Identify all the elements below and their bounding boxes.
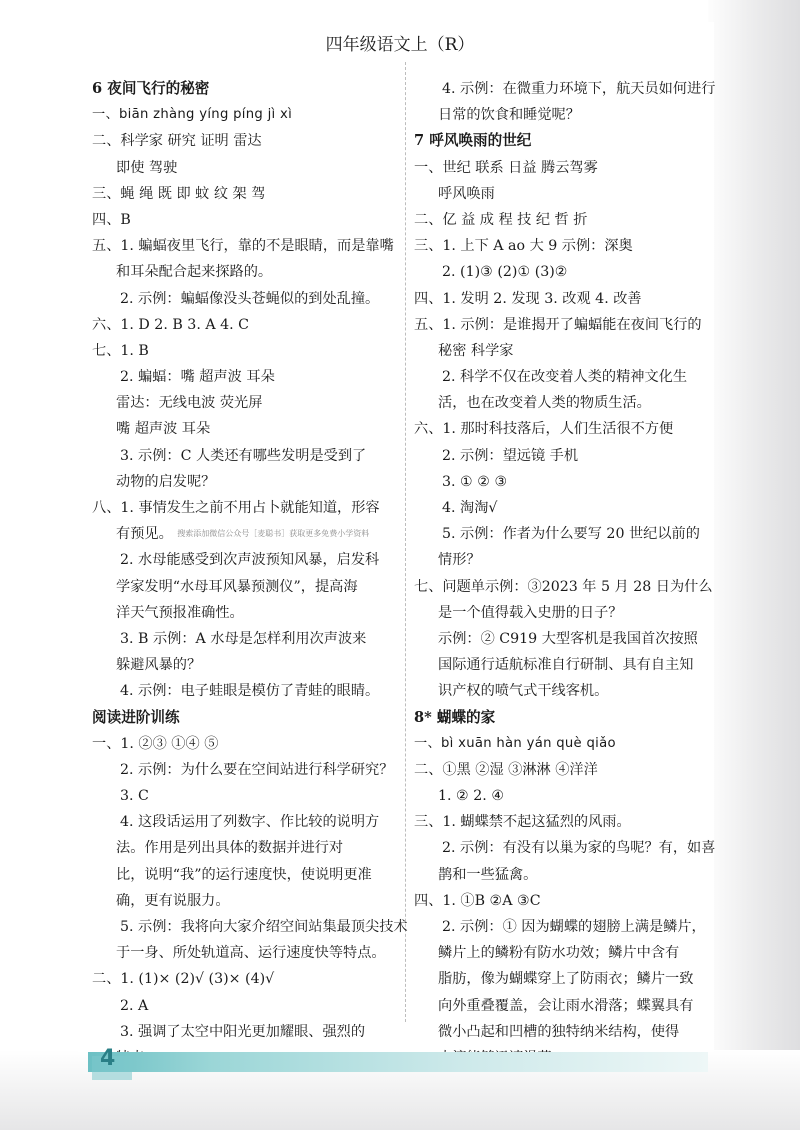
left-column-line bbox=[92, 338, 398, 364]
answer-text: 三、蝇 绳 既 即 蚊 纹 架 驾 bbox=[92, 185, 266, 202]
left-column-line bbox=[92, 233, 398, 259]
right-column-line bbox=[414, 600, 714, 626]
answer-text: 一、biān zhàng yíng píng jì xì bbox=[92, 107, 293, 123]
answer-text: 2. 水母能感受到次声波预知风暴，启发科 bbox=[120, 552, 380, 569]
left-column-line bbox=[92, 835, 398, 861]
answer-text: 5. 示例：我将向大家介绍空间站集最顶尖技术 bbox=[120, 919, 408, 935]
answer-text: 确，更有说服力。 bbox=[116, 892, 230, 909]
answer-text: 3. C bbox=[120, 788, 149, 805]
right-column-line bbox=[414, 1019, 714, 1045]
answer-text: 秘密 科学家 bbox=[438, 342, 514, 359]
answer-text: 2. 示例：为什么要在空间站进行科学研究？ bbox=[120, 761, 394, 778]
right-column-line bbox=[414, 809, 714, 835]
right-column-line bbox=[414, 783, 714, 809]
left-column-line bbox=[92, 390, 398, 416]
left-column-line bbox=[92, 993, 398, 1019]
right-column-line bbox=[414, 626, 714, 652]
left-column-line bbox=[92, 155, 398, 181]
answer-text: 2. 示例：望远镜 手机 bbox=[442, 447, 579, 464]
right-column-line bbox=[414, 914, 714, 940]
answer-text: 学家发明“水母耳风暴预测仪”，提高海 bbox=[116, 578, 358, 595]
answer-text: 二、科学家 研究 证明 雷达 bbox=[92, 133, 262, 150]
answer-text: 五、1. 示例：是谁揭开了蝙蝠能在夜间飞行的 bbox=[414, 316, 702, 333]
left-column-line bbox=[92, 783, 398, 809]
answer-text: 有预见。 bbox=[116, 526, 173, 543]
answer-text: 七、1. B bbox=[92, 342, 149, 359]
answer-text: 微小凸起和凹槽的独特纳米结构，使得 bbox=[438, 1023, 680, 1040]
answer-text: 四、B bbox=[92, 211, 131, 228]
answer-text: 六、1. D 2. B 3. A 4. C bbox=[92, 316, 249, 333]
left-column-line bbox=[92, 469, 398, 495]
answer-text: 鹊和一些猛禽。 bbox=[438, 866, 538, 883]
answer-text: 脂肪，像为蝴蝶穿上了防雨衣；鳞片一致 bbox=[438, 971, 694, 988]
answer-text: 八、1. 事情发生之前不用占卜就能知道，形容 bbox=[92, 500, 380, 516]
answer-text: 3. 强调了太空中阳光更加耀眼、强烈的 bbox=[120, 1023, 366, 1040]
page-header-title: 四年级语文上（R） bbox=[325, 35, 475, 55]
left-column-line bbox=[92, 521, 398, 547]
answer-text: 2. 蝙蝠：嘴 超声波 耳朵 bbox=[120, 369, 275, 386]
answer-text: 3. B 示例：A 水母是怎样利用次声波来 bbox=[120, 630, 367, 647]
right-column-line bbox=[414, 888, 714, 914]
left-column-line bbox=[92, 102, 398, 128]
left-column-line bbox=[92, 286, 398, 312]
left-column-line bbox=[92, 757, 398, 783]
answer-text: 2. A bbox=[120, 997, 149, 1014]
answer-text: 六、1. 那时科技落后，人们生活很不方便 bbox=[414, 421, 674, 438]
answer-text: 一、世纪 联系 日益 腾云驾雾 bbox=[414, 159, 598, 176]
answer-text: 雷达：无线电波 荧光屏 bbox=[116, 395, 263, 412]
answer-text: 活，也在改变着人类的物质生活。 bbox=[438, 395, 651, 412]
left-column-line bbox=[92, 626, 398, 652]
right-column-line bbox=[414, 835, 714, 861]
answer-text: 4. 淘淘√ bbox=[442, 500, 498, 516]
right-column-line bbox=[414, 705, 714, 731]
answer-text: 躲避风暴的？ bbox=[116, 657, 202, 674]
answer-text: 七、问题单示例：③2023 年 5 月 28 日为什么 bbox=[414, 578, 713, 595]
answer-text: 阅读进阶训练 bbox=[92, 708, 180, 726]
right-column-line bbox=[414, 286, 714, 312]
answer-text: 2. 示例：① 因为蝴蝶的翅膀上满是鳞片， bbox=[442, 919, 706, 935]
answer-text: 法。作用是列出具体的数据并进行对 bbox=[116, 840, 344, 857]
left-column-line bbox=[92, 940, 398, 966]
right-column-line bbox=[414, 993, 714, 1019]
right-column-line bbox=[414, 312, 714, 338]
answer-text: 向外重叠覆盖，会让雨水滑落；蝶翼具有 bbox=[438, 997, 694, 1014]
answer-text: 是一个值得载入史册的日子？ bbox=[438, 604, 623, 621]
left-column-line bbox=[92, 574, 398, 600]
right-column-line bbox=[414, 966, 714, 992]
answer-text: 于一身、所处轨道高、运行速度快等特点。 bbox=[116, 945, 386, 962]
answer-text: 二、1. (1)× (2)√ (3)× (4)√ bbox=[92, 971, 275, 988]
left-column-line bbox=[92, 678, 398, 704]
right-column-line bbox=[414, 547, 714, 573]
right-column-line bbox=[414, 940, 714, 966]
answer-text: 4. 示例：电子蛙眼是模仿了青蛙的眼睛。 bbox=[120, 683, 380, 700]
right-column-line bbox=[414, 338, 714, 364]
answer-text: 二、亿 益 成 程 技 纪 哲 折 bbox=[414, 211, 588, 228]
right-column-line bbox=[414, 155, 714, 181]
answer-text: 呼风唤雨 bbox=[438, 185, 495, 202]
right-column-line bbox=[414, 574, 714, 600]
answer-text: 一、1. ②③ ①④ ⑤ bbox=[92, 735, 219, 752]
answer-text: 动物的启发呢？ bbox=[116, 473, 216, 490]
right-column-line bbox=[414, 259, 714, 285]
right-column-line bbox=[414, 390, 714, 416]
right-column-line bbox=[414, 128, 714, 154]
watermark-text: 搜索添加微信公众号［麦聪书］获取更多免费小学资料 bbox=[177, 529, 370, 539]
left-column-line bbox=[92, 128, 398, 154]
left-column-line bbox=[92, 364, 398, 390]
right-column-line bbox=[414, 495, 714, 521]
right-column-line bbox=[414, 757, 714, 783]
left-column-line bbox=[92, 443, 398, 469]
answer-text: 2. (1)③ (2)① (3)② bbox=[442, 264, 568, 281]
answer-text: 3. ① ② ③ bbox=[442, 473, 508, 490]
right-column-line bbox=[414, 416, 714, 442]
right-column-line bbox=[414, 652, 714, 678]
footer-color-band bbox=[88, 1052, 708, 1072]
answer-text: 一、bì xuān hàn yán què qiǎo bbox=[414, 735, 616, 751]
answer-text: 即使 驾驶 bbox=[116, 159, 178, 176]
right-column-line bbox=[414, 233, 714, 259]
left-column-line bbox=[92, 862, 398, 888]
left-column-line bbox=[92, 966, 398, 992]
right-column-line bbox=[414, 364, 714, 390]
answer-text: 嘴 超声波 耳朵 bbox=[116, 421, 211, 438]
answer-text: 三、1. 蝴蝶禁不起这猛烈的风雨。 bbox=[414, 814, 631, 831]
answer-text: 4. 示例：在微重力环境下，航天员如何进行 bbox=[442, 81, 716, 97]
left-column bbox=[92, 76, 408, 1071]
answer-text: 和耳朵配合起来探路的。 bbox=[116, 264, 273, 281]
left-column-line bbox=[92, 731, 398, 757]
answer-text: 二、①黑 ②湿 ③淋淋 ④洋洋 bbox=[414, 761, 598, 778]
answer-text: 四、1. 发明 2. 发现 3. 改观 4. 改善 bbox=[414, 290, 642, 307]
left-column-line bbox=[92, 705, 398, 731]
answer-text: 2. 科学不仅在改变着人类的精神文化生 bbox=[442, 369, 688, 386]
right-column-line bbox=[414, 678, 714, 704]
answer-text: 示例：② C919 大型客机是我国首次按照 bbox=[438, 630, 698, 647]
right-column-line bbox=[414, 469, 714, 495]
right-column-line bbox=[414, 76, 714, 102]
column-divider bbox=[405, 62, 406, 1022]
answer-text: 四、1. ①B ②A ③C bbox=[414, 892, 541, 909]
answer-text: 2. 示例：有没有以巢为家的鸟呢？有，如喜 bbox=[442, 840, 716, 857]
answer-text: 7 呼风唤雨的世纪 bbox=[414, 132, 532, 150]
left-column-line bbox=[92, 914, 408, 940]
page-number: 4 bbox=[100, 1046, 116, 1071]
answer-text: 8* 蝴蝶的家 bbox=[414, 708, 496, 726]
left-column-line bbox=[92, 259, 398, 285]
answer-text: 6 夜间飞行的秘密 bbox=[92, 80, 210, 97]
right-column-line bbox=[414, 862, 714, 888]
left-column-line bbox=[92, 888, 398, 914]
left-column-line bbox=[92, 76, 398, 102]
answer-text: 三、1. 上下 A ao 大 9 示例：深奥 bbox=[414, 238, 633, 255]
right-column bbox=[414, 76, 714, 1071]
right-column-line bbox=[414, 207, 714, 233]
page-edge-shadow bbox=[708, 0, 800, 1130]
right-column-line bbox=[414, 181, 714, 207]
answer-text: 5. 示例：作者为什么要写 20 世纪以前的 bbox=[442, 526, 700, 543]
left-column-line bbox=[92, 547, 398, 573]
left-column-line bbox=[92, 181, 398, 207]
right-column-line bbox=[414, 443, 714, 469]
answer-text: 情形？ bbox=[438, 552, 481, 569]
answer-text: 国际通行适航标准自行研制、具有自主知 bbox=[438, 657, 694, 674]
left-column-line bbox=[92, 809, 398, 835]
answer-text: 日常的饮食和睡觉呢？ bbox=[438, 107, 580, 124]
left-column-line bbox=[92, 1019, 398, 1045]
answer-text: 4. 这段话运用了列数字、作比较的说明方 bbox=[120, 814, 380, 831]
answer-text: 1. ② 2. ④ bbox=[438, 788, 505, 805]
right-column-line bbox=[414, 521, 714, 547]
left-column-line bbox=[92, 207, 398, 233]
left-column-line bbox=[92, 312, 398, 338]
answer-text: 鳞片上的鳞粉有防水功效；鳞片中含有 bbox=[438, 945, 680, 962]
left-column-line bbox=[92, 652, 398, 678]
answer-text: 洋天气预报准确性。 bbox=[116, 604, 244, 621]
right-column-line bbox=[414, 731, 714, 757]
answer-text: 五、1. 蝙蝠夜里飞行，靠的不是眼睛，而是靠嘴 bbox=[92, 238, 394, 255]
left-column-line bbox=[92, 416, 398, 442]
answer-text: 2. 示例：蝙蝠像没头苍蝇似的到处乱撞。 bbox=[120, 290, 380, 307]
answer-text: 比，说明“我”的运行速度快，使说明更准 bbox=[116, 866, 372, 883]
left-column-line bbox=[92, 495, 398, 521]
answer-text: 3. 示例：C 人类还有哪些发明是受到了 bbox=[120, 447, 367, 464]
answer-text: 识产权的喷气式干线客机。 bbox=[438, 683, 609, 700]
right-column-line bbox=[414, 102, 714, 128]
left-column-line bbox=[92, 600, 398, 626]
